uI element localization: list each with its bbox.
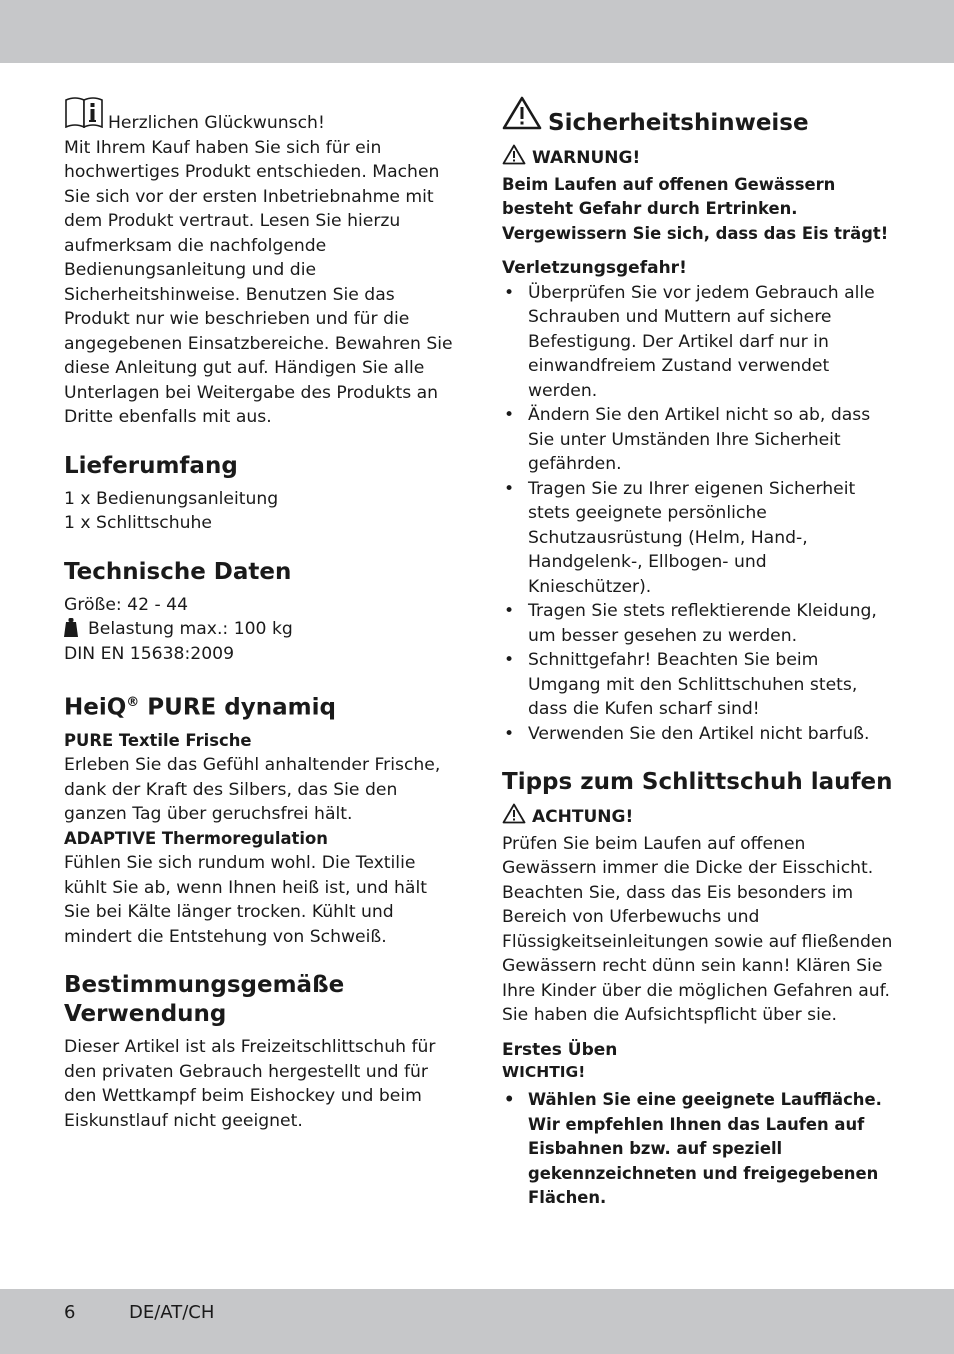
intro-heading-row: [64, 96, 456, 136]
verwendung-heading: Bestimmungsgemäße Verwendung: [64, 972, 345, 1028]
weight-icon: [64, 618, 78, 637]
norm-value: DIN EN 15638:2009: [64, 643, 235, 664]
technische-daten-heading: Technische Daten: [64, 558, 292, 585]
first-steps-heading: Erstes Üben: [502, 1039, 618, 1060]
heiq-subheading-fresh: PURE Textile Frische: [64, 730, 252, 750]
sicherheit-heading: Sicherheitshinweise: [502, 96, 894, 138]
manual-info-icon: [64, 96, 104, 136]
left-column: [64, 96, 456, 1133]
load-value: Belastung max.: 100 kg: [88, 619, 293, 639]
injury-heading: Verletzungsgefahr!: [502, 258, 687, 278]
warning-small-icon: [502, 803, 526, 832]
tipps-heading: Tipps zum Schlittschuh laufen: [502, 769, 893, 795]
heiq-text-thermo: Fühlen Sie sich rundum wohl. Die Textilie kühlt Sie ab, wenn Ihnen heiß ist, und hält Sie bei Kälte länger trocken. Kühlt und mindert die Entstehung von Schweiß.: [64, 853, 427, 947]
tips-list: [502, 1088, 894, 1211]
intro-text: Mit Ihrem Kauf haben Sie sich für ein hochwertiges Produkt entschieden. Machen Sie sich vor der ersten Inbetriebnahme mit dem Produkt vertraut. Lesen Sie hierzu aufmerksam die nachfolgende Bedienungsanleitung und die Sicherheitshinweise. Benutzen Sie das Produkt nur wie beschrieben und für die angegebenen Einsatzbereiche. Bewahren Sie diese Anleitung gut auf. Händigen Sie alle Unterlagen bei Weitergabe des Produkts an Dritte ebenfalls mit aus.: [64, 137, 453, 427]
warning-text: Beim Laufen auf offenen Gewässern besteht Gefahr durch Ertrinken. Vergewissern Sie sich, dass das Eis trägt!: [502, 174, 889, 243]
warning-label-row: [502, 144, 894, 173]
heiq-heading: HeiQ® PURE dynamiq: [64, 694, 336, 721]
safety-list: [502, 281, 894, 747]
language-code: DE/AT/CH: [129, 1302, 215, 1323]
lieferumfang-item: 1 x Schlittschuhe: [64, 513, 212, 533]
intro-greeting: Herzlichen Glückwunsch!: [108, 113, 325, 133]
lieferumfang-item: 1 x Bedienungsanleitung: [64, 488, 279, 509]
list-item: • Verwenden Sie den Artikel nicht barfuß.: [502, 722, 894, 747]
heiq-text-fresh: Erleben Sie das Gefühl anhaltender Frische, dank der Kraft des Silbers, das Sie den ganzen Tag über geruchsfrei hält.: [64, 755, 441, 825]
caution-label: ACHTUNG!: [532, 807, 634, 827]
caution-label-row: [502, 803, 894, 832]
lieferumfang-heading: Lieferumfang: [64, 452, 238, 479]
warning-small-icon: [502, 144, 526, 173]
verwendung-text: Dieser Artikel ist als Freizeitschlittschuh für den privaten Gebrauch hergestellt und für den Wettkampf beim Eishockey und beim Eiskunstlauf nicht geeignet.: [64, 1037, 436, 1131]
load-row: [64, 617, 456, 642]
list-item: • Überprüfen Sie vor jedem Gebrauch alle Schrauben und Muttern auf sichere Befestigung. Der Artikel darf nur in einwandfreiem Zustand verwendet werden.: [502, 281, 894, 404]
page-number: 6: [64, 1302, 76, 1323]
list-item: • Tragen Sie stets reflektierende Kleidung, um besser gesehen zu werden.: [502, 599, 894, 648]
heiq-subheading-thermo: ADAPTIVE Thermoregulation: [64, 828, 328, 848]
list-item: • Schnittgefahr! Beachten Sie beim Umgang mit den Schlittschuhen stets, dass die Kufen scharf sind!: [502, 648, 894, 722]
warning-label: WARNUNG!: [532, 148, 641, 168]
list-item: • Wählen Sie eine geeignete Lauffläche. Wir empfehlen Ihnen das Laufen auf Eisbahnen bzw. auf speziell gekennzeichneten und freigegebenen Flächen.: [502, 1088, 894, 1211]
list-item: • Ändern Sie den Artikel nicht so ab, dass Sie unter Umständen Ihre Sicherheit gefährden.: [502, 403, 894, 477]
caution-text: Prüfen Sie beim Laufen auf offenen Gewässern immer die Dicke der Eisschicht. Beachten Sie, dass das Eis besonders im Bereich von Uferbewuchs und Flüssigkeitseinleitungen sowie auf fließenden Gewässern recht dünn sein kann! Klären Sie Ihre Kinder über die möglichen Gefahren auf. Sie haben die Aufsichtspflicht über sie.: [502, 833, 893, 1025]
list-item: • Tragen Sie zu Ihrer eigenen Sicherheit stets geeignete persönliche Schutzausrüstung (Helm, Hand-, Handgelenk-, Ellbogen- und Knieschützer).: [502, 477, 894, 600]
warning-triangle-icon: [502, 96, 542, 138]
right-column: [502, 96, 894, 1211]
important-label: WICHTIG!: [502, 1063, 586, 1081]
size-value: Größe: 42 - 44: [64, 594, 189, 615]
header-band: [0, 0, 954, 63]
